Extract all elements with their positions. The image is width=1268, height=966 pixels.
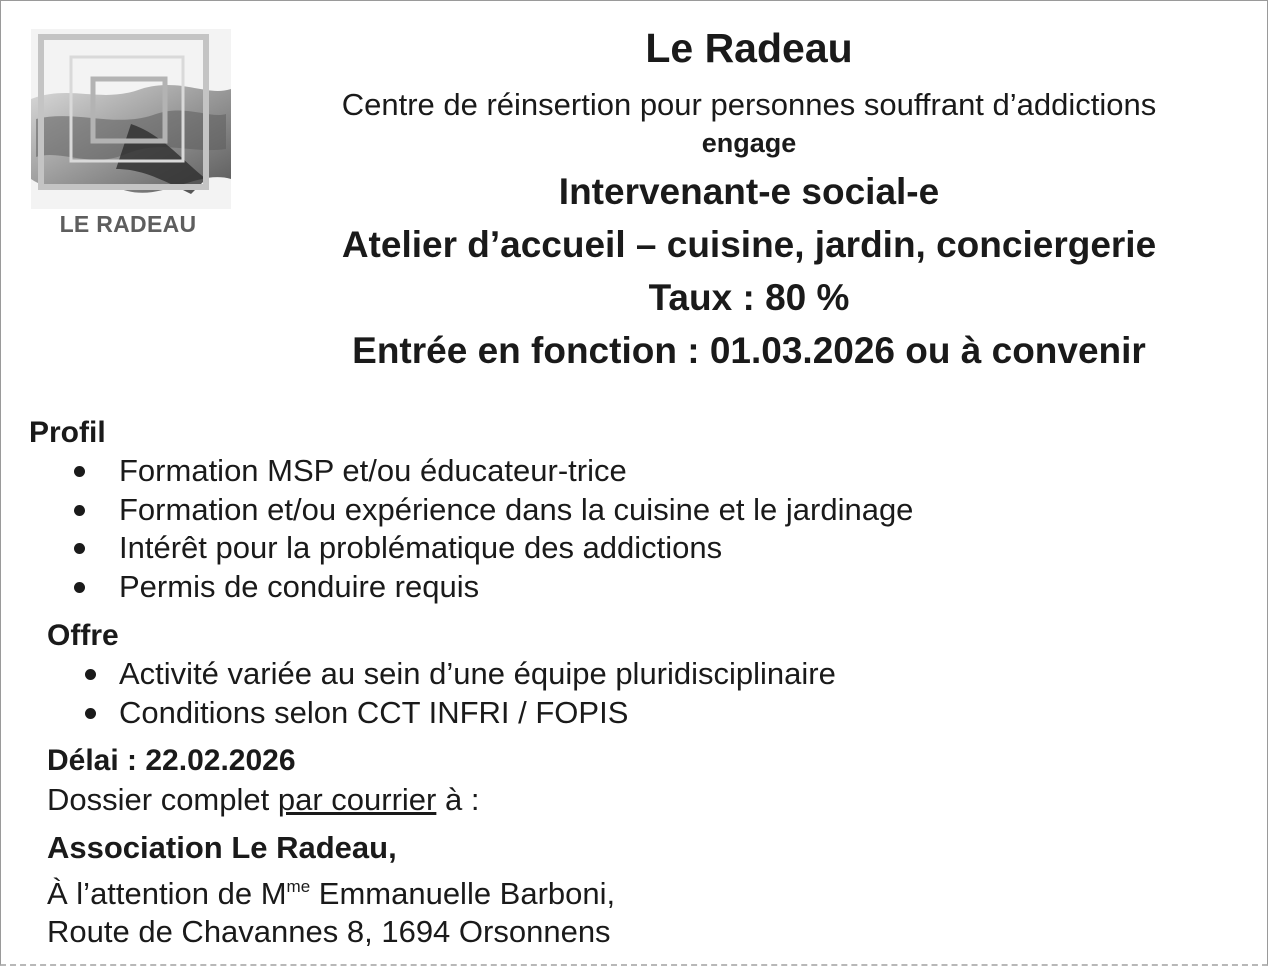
postal-address: Route de Chavannes 8, 1694 Orsonnens — [47, 914, 611, 949]
bullet-icon — [74, 543, 85, 554]
job-title: Intervenant-e social-e — [558, 171, 940, 212]
bullet-icon — [85, 669, 96, 680]
offre-heading: Offre — [47, 619, 119, 652]
offre-list — [1, 655, 1268, 732]
profil-list — [1, 452, 1268, 606]
workshop-title: Atelier d’accueil – cuisine, jardin, conciergerie — [341, 224, 1157, 265]
bullet-icon — [74, 582, 85, 593]
page-title: Le Radeau — [645, 25, 853, 71]
bullet-icon — [85, 708, 96, 719]
body — [1, 414, 1268, 951]
list-item: Conditions selon CCT INFRI / FOPIS — [1, 694, 1268, 733]
bullet-icon — [74, 466, 85, 477]
rate: Taux : 80 % — [648, 277, 850, 318]
association-name: Association Le Radeau, — [47, 830, 397, 865]
application-note: Dossier complet par courrier à : — [47, 782, 480, 817]
raft-logo-icon — [31, 29, 231, 209]
org-subtitle: Centre de réinsertion pour personnes souffrant d’addictions — [341, 87, 1157, 122]
logo — [31, 29, 231, 239]
list-item: Formation MSP et/ou éducateur-trice — [1, 452, 1268, 491]
list-item: Intérêt pour la problématique des addictions — [1, 529, 1268, 568]
engage-label: engage — [701, 128, 797, 158]
bullet-icon — [74, 505, 85, 516]
deadline: Délai : 22.02.2026 — [47, 744, 296, 777]
list-item: Activité variée au sein d’une équipe pluridisciplinaire — [1, 655, 1268, 694]
logo-text: LE RADEAU — [59, 211, 197, 237]
list-item: Permis de conduire requis — [1, 568, 1268, 607]
start-date: Entrée en fonction : 01.03.2026 ou à convenir — [352, 330, 1146, 371]
attention-line: À l’attention de $M^{me}$ Emmanuelle Barboni, — [47, 876, 616, 911]
by-mail-emphasis: par courrier — [277, 782, 437, 817]
list-item: Formation et/ou expérience dans la cuisine et le jardinage — [1, 491, 1268, 530]
header — [231, 21, 1267, 377]
profil-heading: Profil — [29, 416, 106, 449]
